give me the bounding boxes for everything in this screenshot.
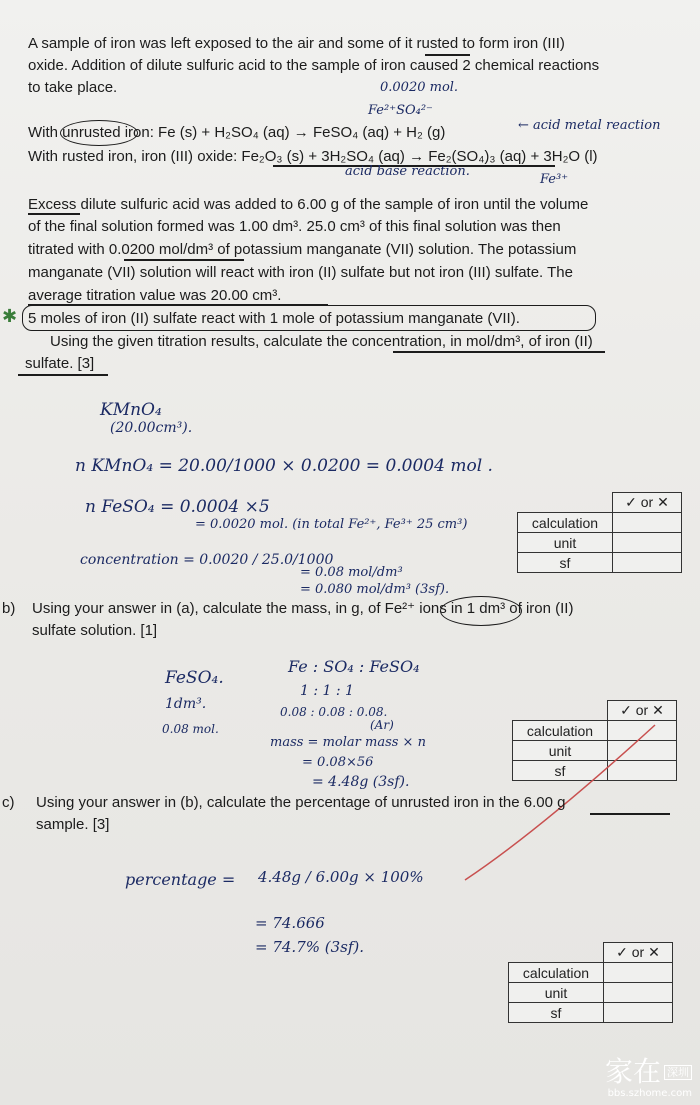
question-c-line-2: sample. [3] xyxy=(36,816,110,833)
work-b-9: = 0.08×56 xyxy=(302,755,374,770)
work-b-1: FeSO₄. xyxy=(165,668,224,688)
box-mole-ratio xyxy=(22,305,596,331)
site-watermark xyxy=(605,1057,692,1099)
question-a-line-1: Using the given titration results, calculate the concentration, in mol/dm³, of iron (II) xyxy=(50,333,593,350)
work-c-1: percentage = xyxy=(125,870,236,889)
work-c-2: 4.48g / 6.00g × 100% xyxy=(258,868,424,886)
work-c-4: = 74.7% (3sf). xyxy=(255,938,365,956)
work-b-4: Fe : SO₄ : FeSO₄ xyxy=(288,657,420,676)
procedure-line-6: 5 moles of iron (II) sulfate react with 1 mole of potassium manganate (VII). xyxy=(28,310,520,327)
underline-some xyxy=(425,54,470,56)
underline-concentration xyxy=(124,259,244,261)
intro-line-1: A sample of iron was left exposed to the air and some of it rusted to form iron (III) xyxy=(28,35,565,52)
mark-table-c-header: ✓ or ✕ xyxy=(604,943,673,963)
underline-excess xyxy=(28,213,80,215)
question-b-line-1: Using your answer in (a), calculate the mass, in g, of Fe²⁺ ions in 1 dm³ of iron (II) xyxy=(32,600,574,617)
work-a-7: = 0.08 mol/dm³ xyxy=(300,565,403,580)
handwritten-acid-base: acid base reaction. xyxy=(345,164,470,179)
work-b-5: 1 : 1 : 1 xyxy=(300,683,354,699)
mark-table-a-sf: sf xyxy=(518,553,613,573)
work-a-1: KMnO₄ xyxy=(100,400,162,420)
mark-table-a-calculation: calculation xyxy=(518,513,613,533)
mark-table-a xyxy=(517,492,682,573)
question-c-marker: c) xyxy=(2,794,15,811)
star-mark: ✱ xyxy=(2,306,18,327)
work-b-10: = 4.48g (3sf). xyxy=(312,774,410,790)
circle-unrusted xyxy=(60,120,138,146)
work-b-3: 0.08 mol. xyxy=(162,722,219,736)
watermark-brand: 家在 xyxy=(604,1055,661,1088)
underline-sulfate xyxy=(18,374,108,376)
mark-table-a-header: ✓ or ✕ xyxy=(613,493,682,513)
mark-table-c-unit: unit xyxy=(509,983,604,1003)
mark-table-c-sf: sf xyxy=(509,1003,604,1023)
question-c-line-1: Using your answer in (b), calculate the percentage of unrusted iron in the 6.00 g xyxy=(36,794,566,811)
procedure-line-5: average titration value was 20.00 cm³. xyxy=(28,287,282,304)
work-a-3: n KMnO₄ = 20.00/1000 × 0.0200 = 0.0004 mol . xyxy=(75,456,493,476)
procedure-line-1: Excess dilute sulfuric acid was added to 6.00 g of the sample of iron until the volume xyxy=(28,196,589,213)
question-a-line-2: sulfate. [3] xyxy=(25,355,95,372)
handwritten-ions-note: Fe²⁺SO₄²⁻ xyxy=(368,103,433,118)
underline-conc-units xyxy=(393,351,605,353)
work-c-3: = 74.666 xyxy=(255,914,325,932)
mark-table-b-sf: sf xyxy=(513,761,608,781)
work-a-6: concentration = 0.0020 / 25.0/1000 xyxy=(80,552,334,568)
question-b-marker: b) xyxy=(2,600,16,617)
procedure-line-3: titrated with 0.0200 mol/dm³ of potassium manganate (VII) solution. The potassium xyxy=(28,241,577,258)
work-a-2: (20.00cm³). xyxy=(110,420,193,436)
reaction-rusted: With rusted iron, iron (III) oxide: Fe₂O₃ (s) + 3H₂SO₄ (aq) → Fe₂(SO₄)₃ (aq) + 3H₂O (l) xyxy=(28,148,598,165)
intro-line-2: oxide. Addition of dilute sulfuric acid to the sample of iron caused 2 chemical reactions xyxy=(28,57,600,74)
circle-fe2-ions xyxy=(440,596,522,626)
question-b-line-2: sulfate solution. [1] xyxy=(32,622,158,639)
underline-6g xyxy=(590,813,670,815)
watermark-url: bbs.szhome.com xyxy=(607,1088,692,1099)
mark-table-c xyxy=(508,942,673,1023)
mark-table-b-header: ✓ or ✕ xyxy=(608,701,677,721)
work-a-4: n FeSO₄ = 0.0004 ×5 xyxy=(85,497,270,517)
handwritten-acid-metal: ← acid metal reaction xyxy=(518,118,661,133)
mark-table-b-calculation: calculation xyxy=(513,721,608,741)
handwritten-moles-note: 0.0020 mol. xyxy=(380,80,459,95)
work-a-5: = 0.0020 mol. (in total Fe²⁺, Fe³⁺ 25 cm³) xyxy=(195,517,468,532)
mark-table-a-unit: unit xyxy=(518,533,613,553)
procedure-line-4: manganate (VII) solution will react with iron (II) sulfate but not iron (III) sulfate. The xyxy=(28,264,573,281)
work-a-8: = 0.080 mol/dm³ (3sf). xyxy=(300,582,450,597)
procedure-line-2: of the final solution formed was 1.00 dm³. 25.0 cm³ of this final solution was then xyxy=(28,218,561,235)
work-b-8: mass = molar mass × n xyxy=(270,735,426,750)
work-b-2: 1dm³. xyxy=(165,696,207,712)
mark-table-b-unit: unit xyxy=(513,741,608,761)
handwritten-fe3: Fe³⁺ xyxy=(540,172,569,187)
watermark-city: 深圳 xyxy=(664,1065,692,1080)
work-b-6: 0.08 : 0.08 : 0.08. xyxy=(280,705,388,719)
intro-line-3: to take place. xyxy=(28,79,118,96)
mark-table-c-calculation: calculation xyxy=(509,963,604,983)
reaction-unrusted: With unrusted iron: Fe (s) + H₂SO₄ (aq) → FeSO₄ (aq) + H₂ (g) xyxy=(28,124,446,141)
work-b-7: (Ar) xyxy=(370,718,394,732)
